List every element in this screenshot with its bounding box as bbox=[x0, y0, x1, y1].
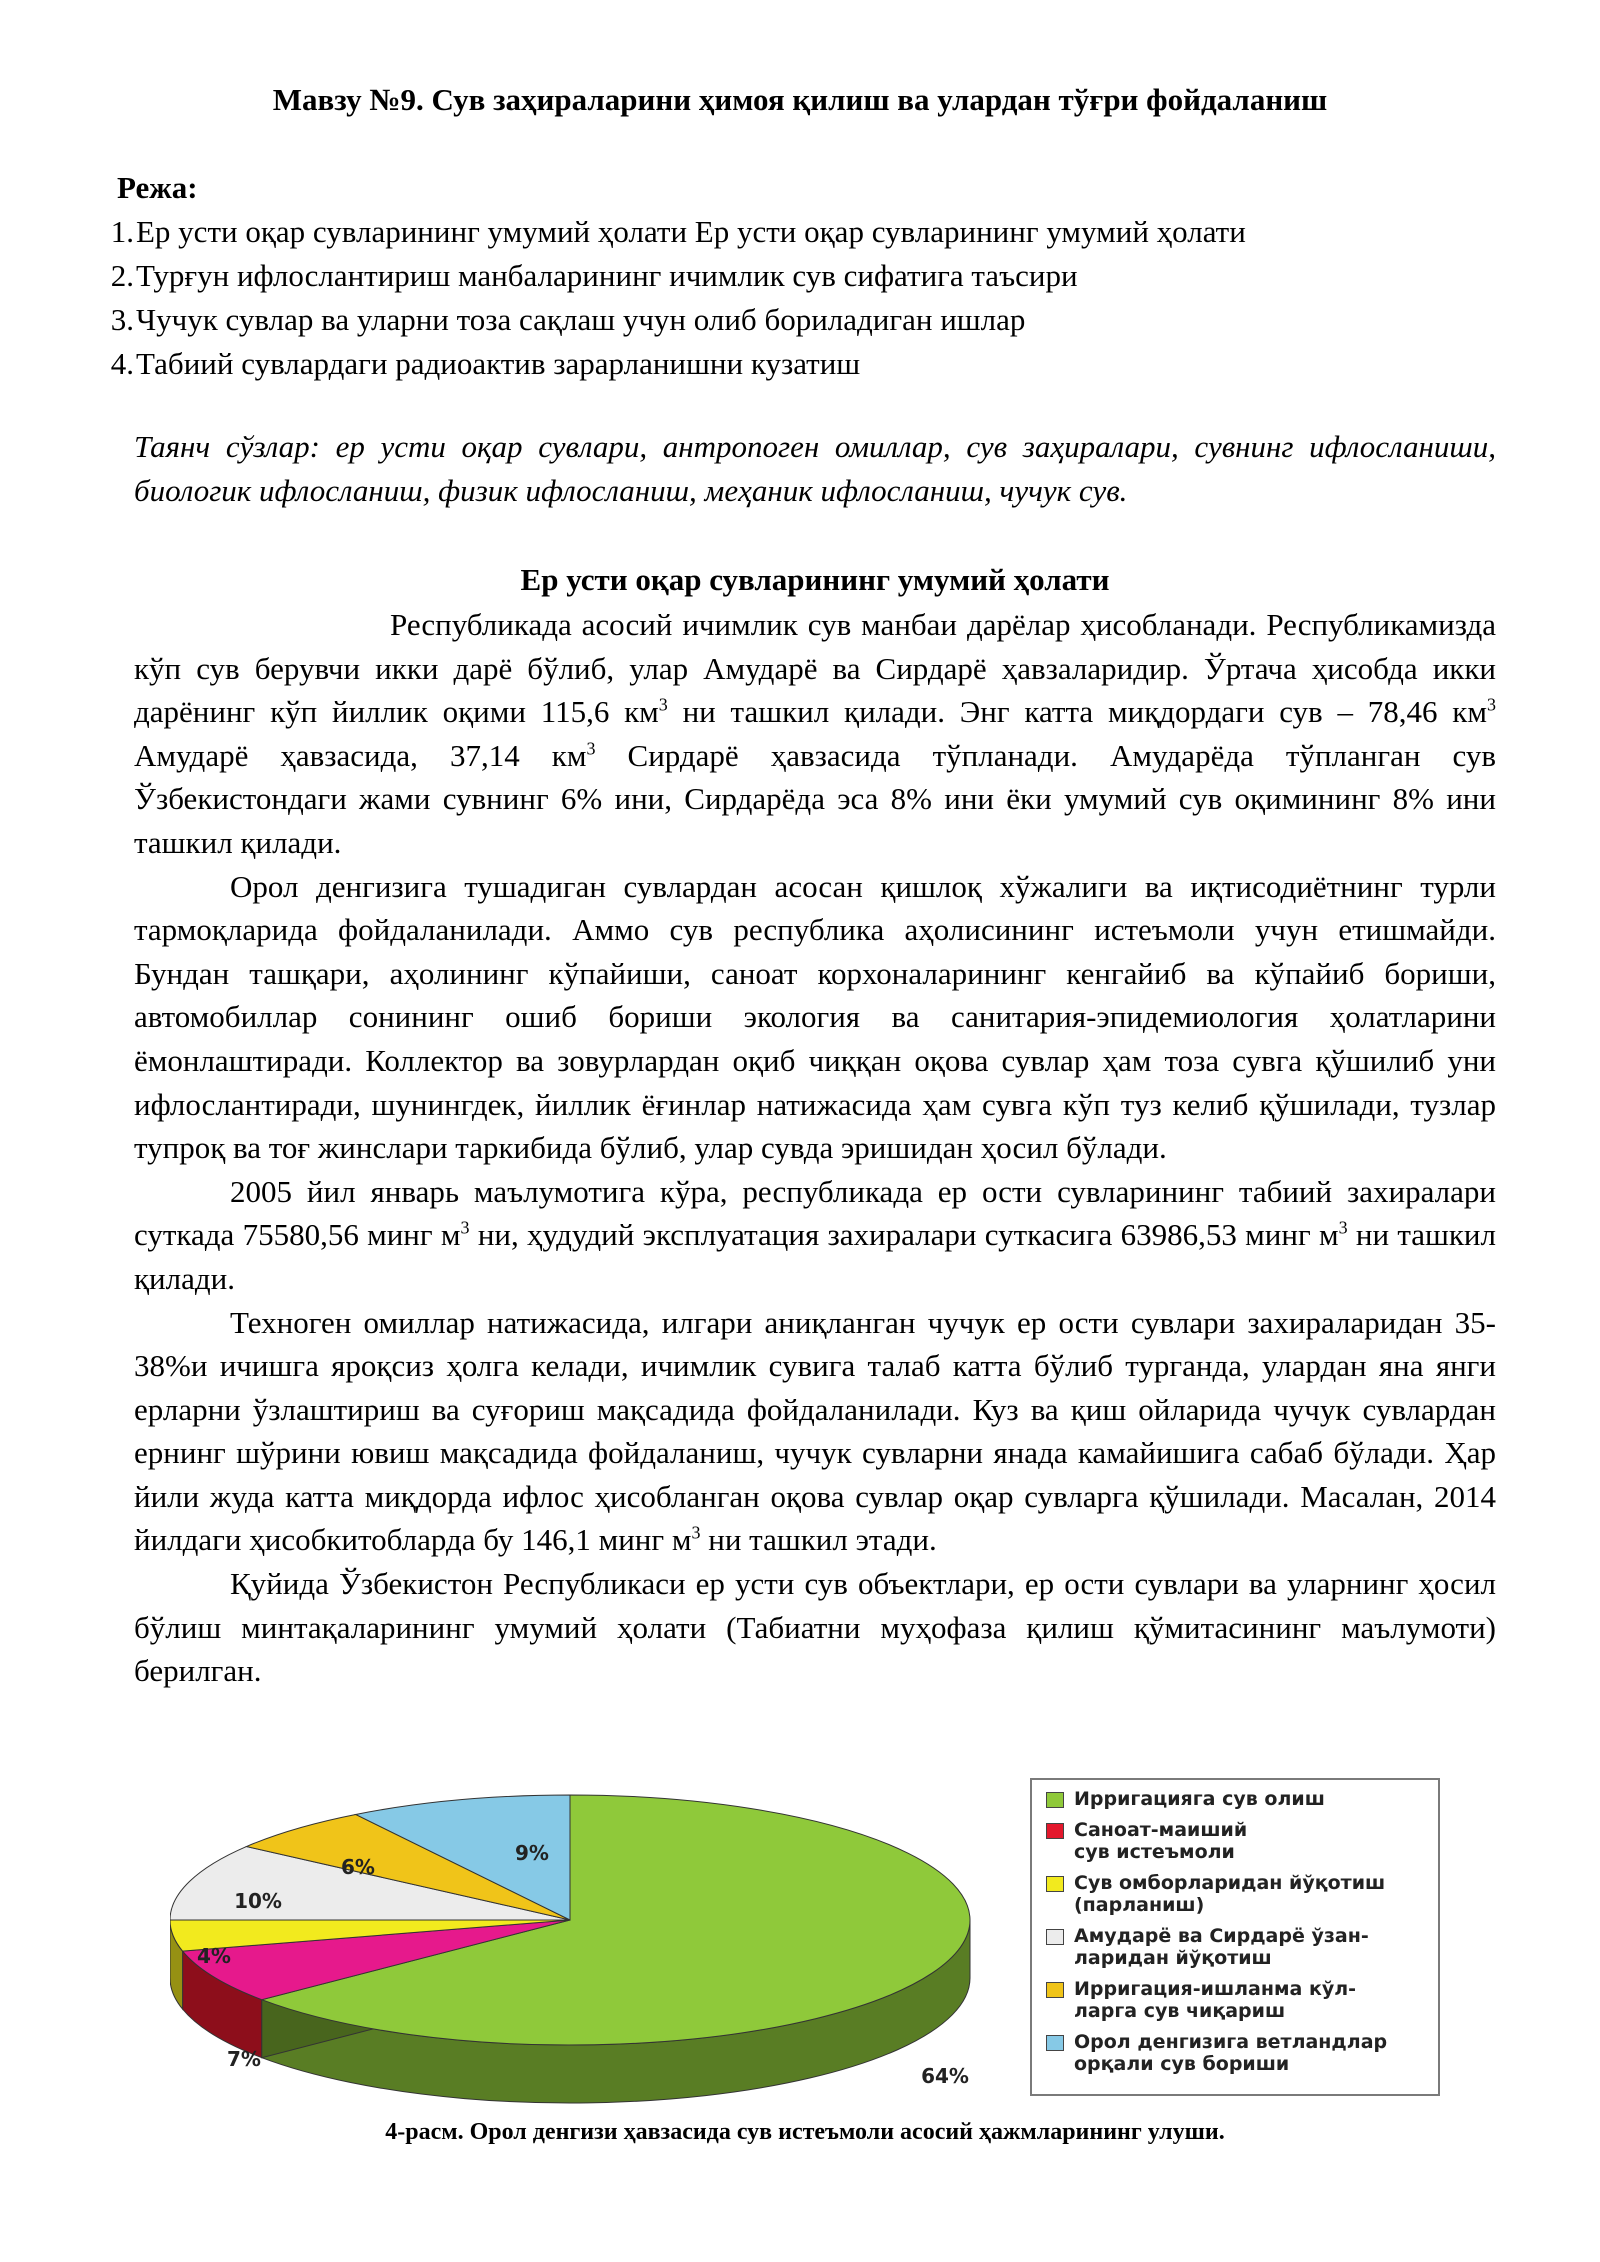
plan-item-text: Турғун ифлослантириш манбаларининг ичимлик сув сифатига таъсири bbox=[136, 258, 1078, 293]
slice-label-6: 6% bbox=[341, 1855, 375, 1879]
slice-label-4: 4% bbox=[197, 1944, 231, 1968]
plan-item-number: 2. bbox=[110, 258, 134, 293]
text-run: Сирдарё ҳавзасида тўпланади. Амударёда тўпланган сув Ўзбекистондаги жами сувнинг 6% ини, Сирдарёда эса 8% ини ёки умумий сув оқимининг 8% ини ташкил қилади. bbox=[134, 737, 1496, 860]
plan-item-text: Табиий сувлардаги радиоактив зарарланишни кузатиш bbox=[136, 346, 861, 381]
legend-label: Саноат-маиший bbox=[1074, 1819, 1248, 1841]
slice-label-7: 7% bbox=[227, 2047, 261, 2071]
plan-item-number: 1. bbox=[110, 214, 134, 249]
legend-label-line2: ларидан йўқотиш bbox=[1074, 1947, 1272, 1969]
superscript: 3 bbox=[1338, 1217, 1348, 1238]
paragraph-groundwater bbox=[134, 1170, 1496, 1301]
text-run: ни ташкил этади. bbox=[700, 1522, 937, 1558]
superscript: 3 bbox=[586, 738, 596, 759]
pie-slices bbox=[170, 1795, 970, 2045]
legend-swatch bbox=[1046, 1876, 1064, 1892]
legend-item bbox=[1046, 1819, 1428, 1863]
legend-label-line2: (парланиш) bbox=[1074, 1894, 1205, 1916]
legend-item bbox=[1046, 1788, 1428, 1810]
section-title: Ер усти оқар сувларининг умумий ҳолати bbox=[520, 562, 1110, 597]
legend-label-line2: сув истеъмоли bbox=[1074, 1841, 1235, 1863]
topic-title: Мавзу №9. Сув заҳираларини ҳимоя қилиш ва улардан тўғри фойдаланиш bbox=[272, 82, 1328, 117]
slice-label-64: 64% bbox=[921, 2064, 969, 2088]
legend-swatch bbox=[1046, 1823, 1064, 1839]
body-text bbox=[134, 603, 1496, 1693]
text-run: Республикада асосий ичимлик сув манбаи дарёлар ҳисобланади. Республикамизда кўп сув берувчи икки дарё бўлиб, улар Амударё ва Сирдарё ҳавзаларидир. Ўртача ҳисобда икки дарёнинг кўп йиллик оқими 115,6 км bbox=[134, 607, 1496, 730]
paragraph-technogenic bbox=[134, 1301, 1496, 1563]
legend-swatch bbox=[1046, 2035, 1064, 2051]
text-run: Амударё ҳавзасида, 37,14 км bbox=[134, 737, 587, 773]
legend-swatch bbox=[1046, 1982, 1064, 1998]
plan-heading: Режа: bbox=[117, 170, 198, 205]
superscript: 3 bbox=[460, 1217, 470, 1238]
legend-label: Ирригацияга сув олиш bbox=[1074, 1788, 1325, 1810]
text-run: 2005 йил январь маълумотига кўра, республикада ер ости сувларининг табиий захиралари суткада 75580,56 минг м bbox=[134, 1173, 1496, 1253]
legend-swatch bbox=[1046, 1792, 1064, 1808]
superscript: 3 bbox=[658, 694, 668, 715]
plan-item-number: 3. bbox=[110, 302, 134, 337]
paragraph-aral: Орол денгизига тушадиган сувлардан асосан қишлоқ хўжалиги ва иқтисодиётнинг турли тармоқларида фойдаланилади. Аммо сув республика аҳолисининг истеъмоли учун етишмайди. Бундан ташқари, аҳолининг кўпайиши, саноат корхоналарининг кенгайиб ва кўпайиб бориши, автомобиллар сонининг ошиб бориши экология ва санитария-эпидемиология ҳолатларини ёмонлаштиради. Коллектор ва зовурлардан оқиб чиққан оқова сувлар ҳам тоза сувга қўшилиб уни ифлослантиради, шунингдек, йиллик ёғинлар натижасида ҳам сувга кўп туз келиб қўшилади, тузлар тупроқ ва тоғ жинслари таркибида бўлиб, улар сувда эришидан ҳосил бўлади. bbox=[134, 868, 1496, 1166]
plan-item bbox=[100, 298, 1500, 342]
text-run: Техноген омиллар натижасида, илгари аниқланган чучук ер ости сувлари захираларидан 35-38%и ичишга яроқсиз ҳолга келади, ичимлик сувига талаб катта бўлиб турганда, улардан яна янги ерларни ўзлаштириш ва суғориш мақсадида фойдаланилади. Куз ва қиш ойларида чучук сувлардан ернинг шўрини ювиш мақсадида фойдаланиш, чучук сувларни янада камайишига сабаб бўлади. Ҳар йили жуда катта миқдорда ифлос ҳисобланган оқова сувлар оқар сувларга қўшилади. Масалан, 2014 йилдаги ҳисобкитобларда бу 146,1 минг м bbox=[134, 1304, 1496, 1558]
pie-chart bbox=[170, 1770, 1020, 2110]
plan-item-text: Чучук сувлар ва уларни тоза сақлаш учун олиб бориладиган ишлар bbox=[136, 302, 1026, 337]
superscript: 3 bbox=[1487, 694, 1496, 715]
legend-item bbox=[1046, 2031, 1428, 2075]
plan-item bbox=[100, 254, 1500, 298]
plan-item bbox=[100, 342, 1500, 386]
figure-caption: 4-расм. Орол денгизи ҳавзасида сув истеъмоли асосий ҳажмларининг улуши. bbox=[385, 2119, 1225, 2145]
legend-label-line2: орқали сув бориши bbox=[1074, 2053, 1290, 2075]
legend-item bbox=[1046, 1872, 1428, 1916]
slice-label-9: 9% bbox=[515, 1841, 549, 1865]
chart-legend bbox=[1030, 1778, 1440, 2096]
plan-item-text: Ер усти оқар сувларининг умумий ҳолати Ер усти оқар сувларининг умумий ҳолати bbox=[136, 214, 1246, 249]
text-run: ни ташкил қилади. bbox=[134, 1217, 1496, 1296]
plan-list bbox=[100, 210, 1500, 386]
text-run: ни ташкил қилади. Энг катта миқдордаги сув – 78,46 км bbox=[667, 694, 1487, 730]
legend-label: Амударё ва Сирдарё ўзан- bbox=[1074, 1925, 1369, 1947]
plan-item bbox=[100, 210, 1500, 254]
legend-label: Сув омборларидан йўқотиш bbox=[1074, 1872, 1386, 1894]
legend-item bbox=[1046, 1978, 1428, 2022]
legend-swatch bbox=[1046, 1929, 1064, 1945]
plan-item-number: 4. bbox=[110, 346, 134, 381]
legend-item bbox=[1046, 1925, 1428, 1969]
legend-label-line2: ларга сув чиқариш bbox=[1074, 2000, 1286, 2022]
keywords-paragraph: Таянч сўзлар: ер усти оқар сувлари, антропоген омиллар, сув заҳиралари, сувнинг ифлосланиши, биологик ифлосланиш, физик ифлосланиш, меҳаник ифлосланиш, чучук сув. bbox=[134, 429, 1496, 508]
slice-label-10: 10% bbox=[234, 1889, 282, 1913]
legend-label: Ирригация-ишланма кўл- bbox=[1074, 1978, 1357, 2000]
text-run: ни, ҳудудий эксплуатация захиралари суткасига 63986,53 минг м bbox=[469, 1217, 1339, 1253]
paragraph-rivers bbox=[134, 603, 1496, 865]
legend-label: Орол денгизига ветландлар bbox=[1074, 2031, 1388, 2053]
paragraph-below: Қуйида Ўзбекистон Республикаси ер усти сув объектлари, ер ости сувлари ва уларнинг ҳосил бўлиш минтақаларининг умумий ҳолати (Табиатни муҳофаза қилиш қўмитасининг маълумоти) берилган. bbox=[134, 1566, 1496, 1689]
superscript: 3 bbox=[691, 1523, 701, 1544]
